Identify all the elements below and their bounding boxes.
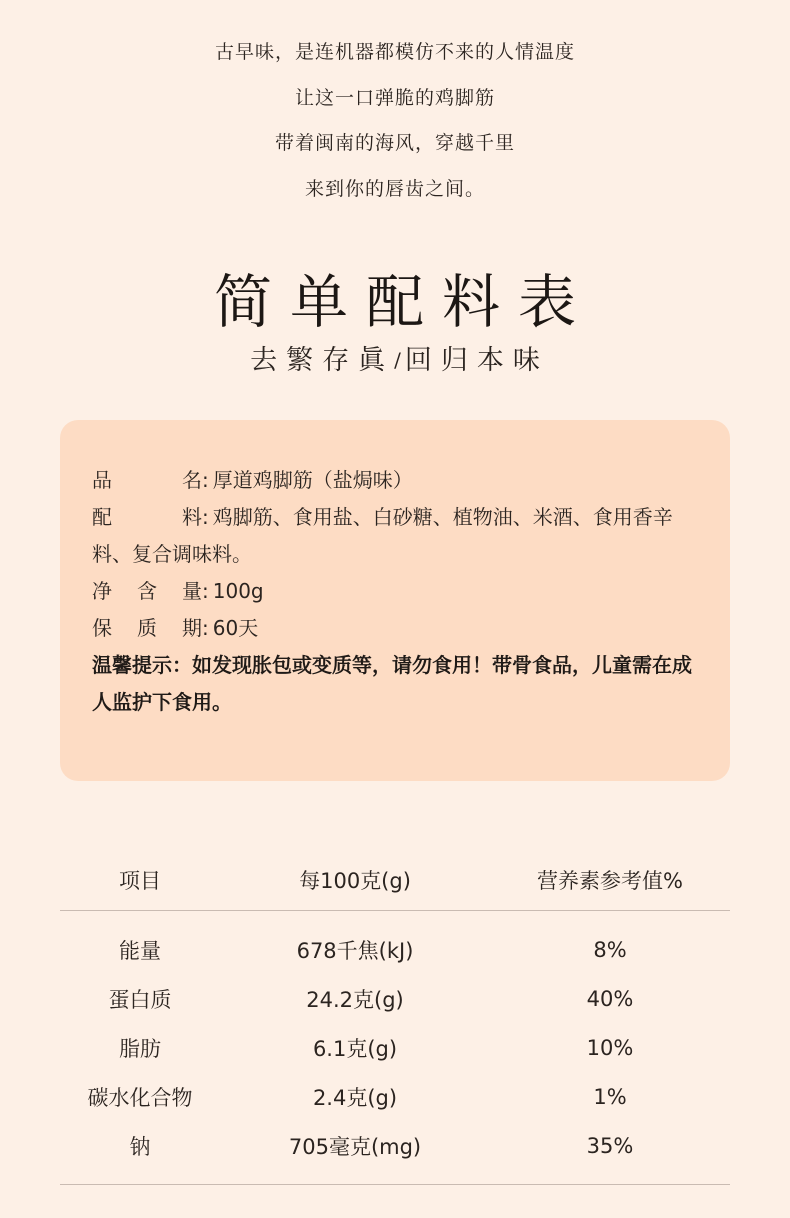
nutrient-amount: 6.1克(g): [312, 1036, 398, 1061]
nutrition-table: [60, 850, 730, 1185]
page-subtitle: [0, 340, 790, 381]
nutrition-header-row: [60, 850, 730, 911]
table-row: [60, 974, 730, 1023]
nutrient-nrv: 10%: [586, 1035, 634, 1060]
nutrition-body: [60, 911, 730, 1185]
ingredients-label: 配料: [92, 505, 202, 529]
subtitle-left: 去繁存眞: [250, 345, 395, 376]
nutrient-amount: 678千焦(kJ): [296, 938, 414, 963]
intro-line: 古早味，是连机器都模仿不来的人情温度: [214, 41, 575, 63]
colon: :: [202, 468, 209, 492]
net-content-row: [92, 573, 698, 610]
ingredients-row: [92, 499, 698, 573]
nutrient-amount: 705毫克(mg): [288, 1134, 422, 1159]
subtitle-separator: /: [394, 348, 405, 372]
nutrient-nrv: 35%: [586, 1133, 634, 1158]
intro-line: 来到你的唇齿之间。: [304, 177, 485, 200]
colon: :: [202, 579, 209, 603]
ingredient-card: [60, 420, 730, 781]
header-nrv: 营养素参考值%: [537, 869, 683, 893]
product-name-label: 品名: [92, 468, 202, 492]
table-row: [60, 925, 730, 974]
nutrient-name: 能量: [119, 938, 161, 963]
shelf-life-value: 60天: [212, 616, 259, 640]
nutrient-amount: 24.2克(g): [306, 987, 404, 1012]
table-row: [60, 1023, 730, 1072]
intro-text: [0, 34, 790, 216]
page-title: 简单配料表: [213, 268, 594, 336]
product-name-value: 厚道鸡脚筋（盐焗味）: [212, 468, 413, 492]
nutrient-nrv: 40%: [586, 986, 634, 1011]
nutrient-amount: 2.4克(g): [312, 1085, 398, 1110]
warning-text: 温馨提示：如发现胀包或变质等，请勿食用！带骨食品，儿童需在成人监护下食用。: [92, 653, 692, 714]
shelf-life-row: [92, 610, 698, 647]
colon: :: [202, 616, 209, 640]
table-row: [60, 1072, 730, 1121]
intro-line: 让这一口弹脆的鸡脚筋: [294, 86, 495, 109]
ingredients-value: 鸡脚筋、食用盐、白砂糖、植物油、米酒、食用香辛料、复合调味料。: [92, 505, 673, 566]
nutrient-name: 碳水化合物: [87, 1085, 193, 1110]
product-name-row: [92, 462, 698, 499]
nutrient-name: 脂肪: [119, 1036, 161, 1061]
colon: :: [202, 505, 209, 529]
nutrient-nrv: 1%: [593, 1084, 627, 1109]
net-content-label: 净含量: [92, 579, 202, 603]
subtitle-right: 回归本味: [404, 345, 549, 376]
nutrient-name: 钠: [129, 1134, 151, 1159]
intro-line: 带着闽南的海风，穿越千里: [274, 132, 515, 154]
header-per100g: 每100克(g): [299, 869, 411, 893]
table-row: [60, 1121, 730, 1170]
title-block: [0, 266, 790, 381]
nutrient-nrv: 8%: [593, 937, 627, 962]
shelf-life-label: 保质期: [92, 616, 202, 640]
header-item: 项目: [119, 869, 161, 893]
net-content-value: 100g: [212, 579, 264, 603]
nutrient-name: 蛋白质: [108, 987, 172, 1012]
